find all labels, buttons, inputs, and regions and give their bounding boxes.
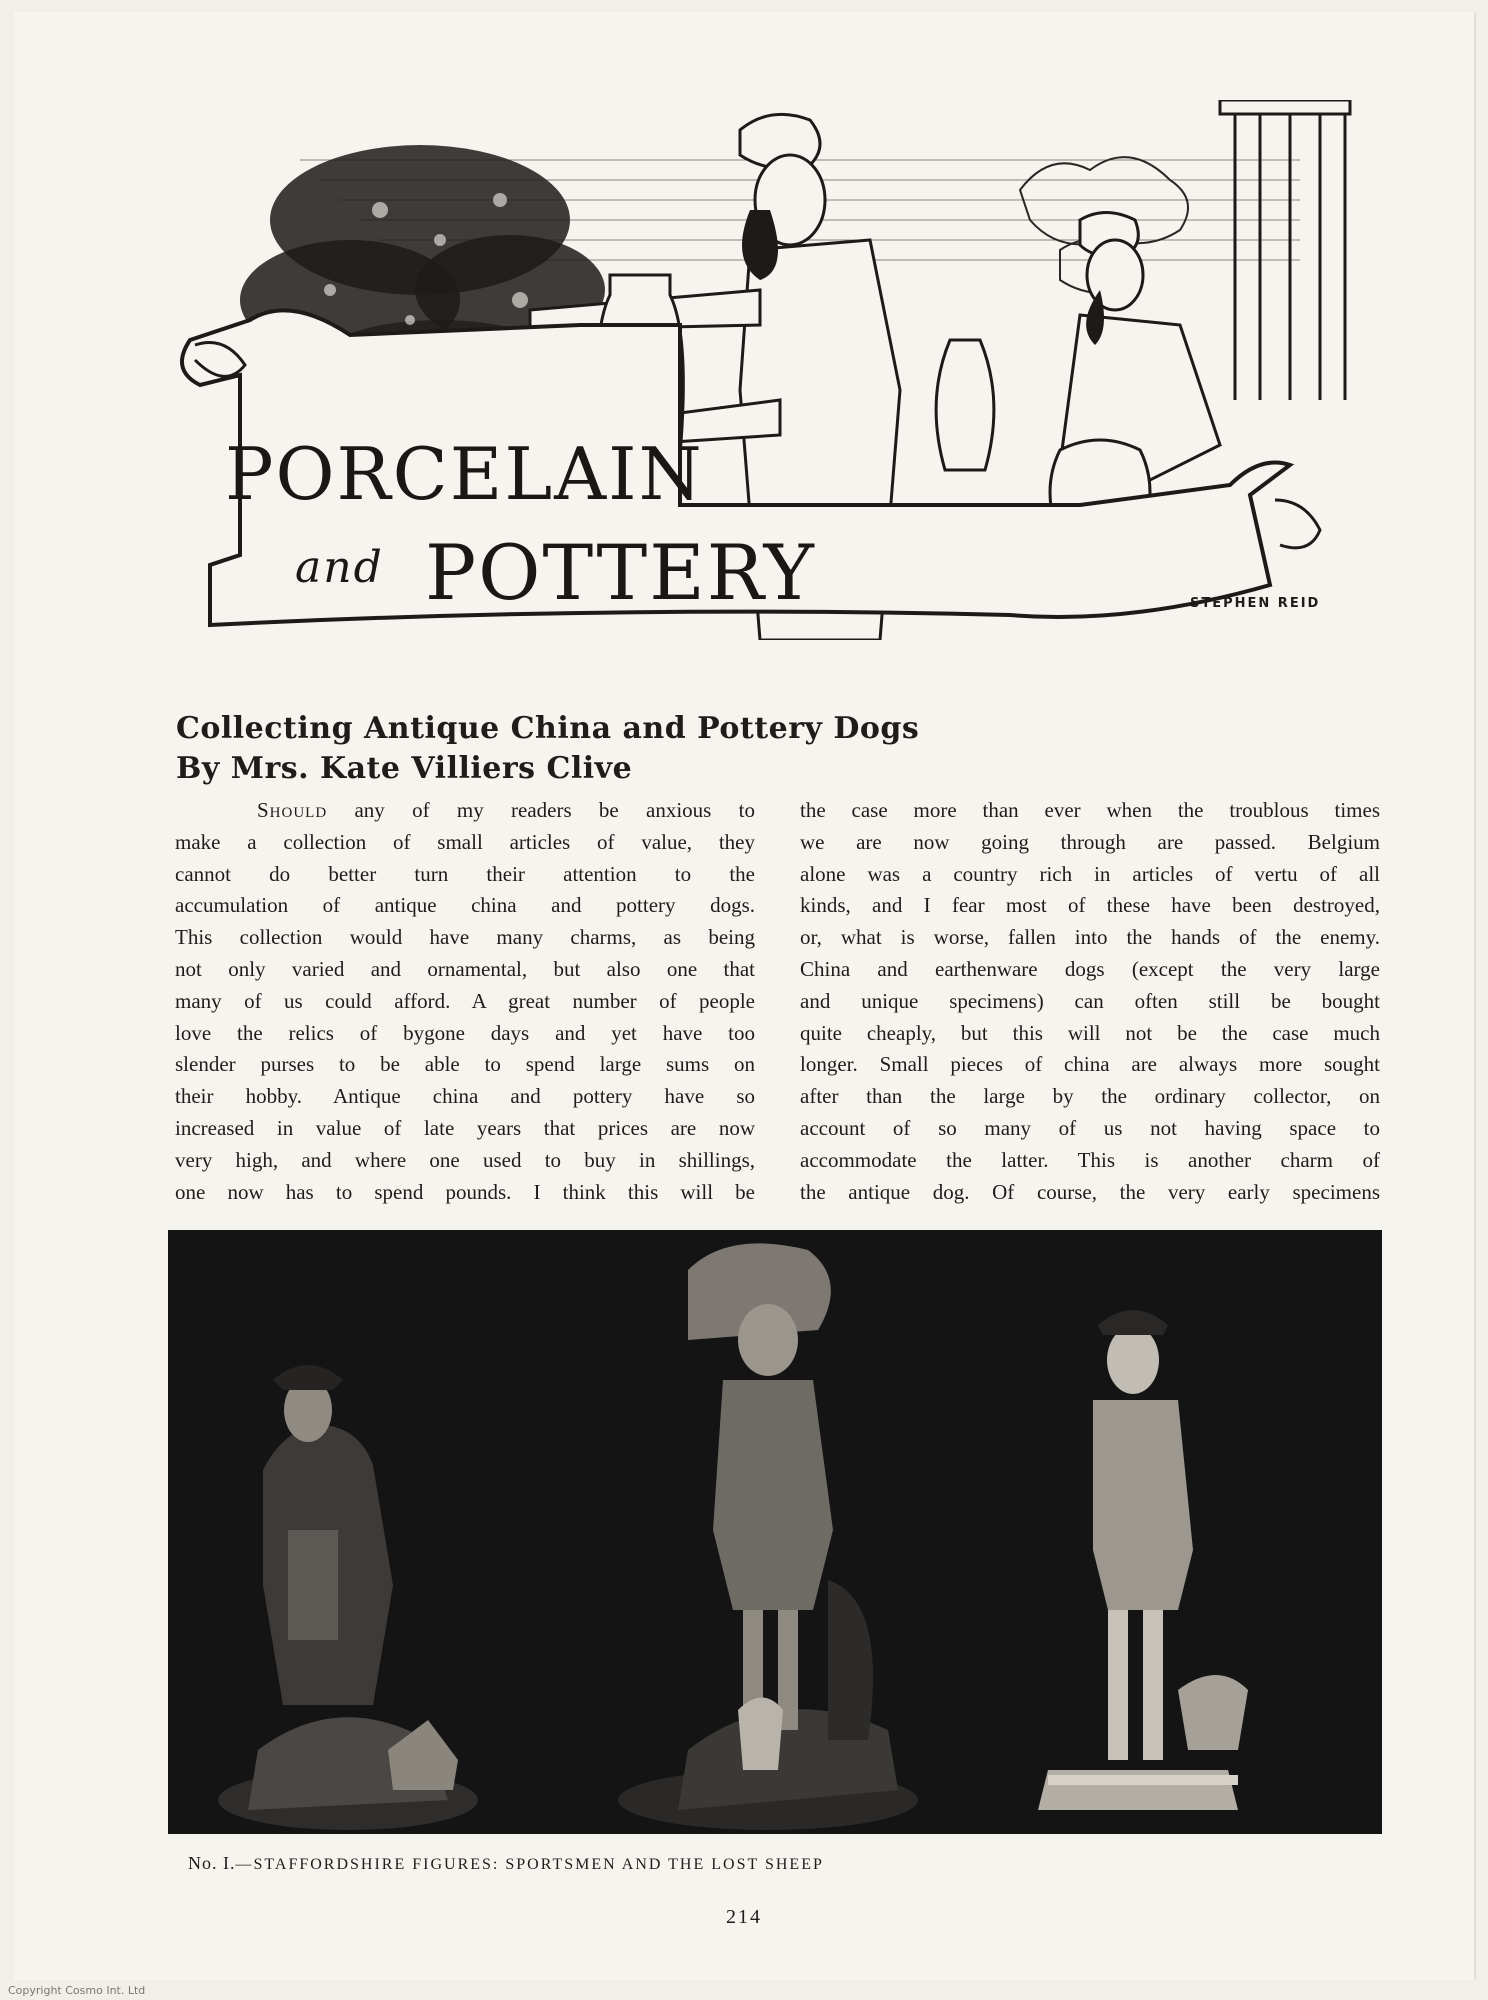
body-line: alone was a country rich in articles of vertu of all bbox=[800, 861, 1380, 886]
body-line: Should any of my readers be anxious to bbox=[257, 798, 755, 822]
body-line: the case more than ever when the troublous times bbox=[800, 798, 1380, 822]
body-line: very high, and where one used to buy in shillings, bbox=[175, 1147, 755, 1172]
body-line: longer. Small pieces of china are always more sought bbox=[800, 1052, 1380, 1077]
header-title-pottery: POTTERY bbox=[425, 528, 816, 617]
article-author: By Mrs. Kate Villiers Clive bbox=[176, 751, 633, 786]
figure-caption-text: —STAFFORDSHIRE FIGURES: SPORTSMEN AND THE LOST SHEEP bbox=[235, 1856, 824, 1873]
body-line: slender purses to be able to spend large sums on bbox=[175, 1052, 755, 1077]
body-line: accumulation of antique china and pottery dogs. bbox=[175, 893, 755, 918]
body-line: kinds, and I fear most of these have been destroyed, bbox=[800, 893, 1380, 918]
header-title-porcelain: PORCELAIN bbox=[225, 432, 704, 516]
body-line: accommodate the latter. This is another charm of bbox=[800, 1147, 1380, 1172]
body-line: increased in value of late years that prices are now bbox=[175, 1115, 755, 1140]
article-body-left-column bbox=[175, 795, 755, 1208]
article-body-right-column bbox=[800, 795, 1380, 1208]
figure-photograph bbox=[168, 1230, 1382, 1834]
copyright-notice: Copyright Cosmo Int. Ltd bbox=[8, 1984, 146, 1997]
body-line: many of us could afford. A great number of people bbox=[175, 988, 755, 1013]
body-line: quite cheaply, but this will not be the case much bbox=[800, 1020, 1380, 1045]
body-line: cannot do better turn their attention to the bbox=[175, 861, 755, 886]
figure-number: No. I. bbox=[188, 1853, 236, 1873]
body-line: their hobby. Antique china and pottery have so bbox=[175, 1084, 755, 1109]
body-line: the antique dog. Of course, the very early specimens bbox=[800, 1179, 1380, 1204]
body-line: This collection would have many charms, as being bbox=[175, 925, 755, 950]
body-line: or, what is worse, fallen into the hands of the enemy. bbox=[800, 925, 1380, 950]
body-line: and unique specimens) can often still be bought bbox=[800, 988, 1380, 1013]
body-line: one now has to spend pounds. I think this will be bbox=[175, 1179, 755, 1204]
artist-signature: STEPHEN REID bbox=[1190, 596, 1321, 611]
page-number: 214 bbox=[726, 1906, 762, 1928]
body-line: we are now going through are passed. Belgium bbox=[800, 829, 1380, 854]
header-title-and: and bbox=[295, 542, 384, 593]
body-line: make a collection of small articles of value, they bbox=[175, 829, 755, 854]
body-line: love the relics of bygone days and yet have too bbox=[175, 1020, 755, 1045]
article-title: Collecting Antique China and Pottery Dogs bbox=[176, 711, 920, 746]
body-line: account of so many of us not having space to bbox=[800, 1115, 1380, 1140]
figure-caption bbox=[188, 1853, 1288, 1874]
body-line: not only varied and ornamental, but also one that bbox=[175, 956, 755, 981]
body-line: after than the large by the ordinary collector, on bbox=[800, 1084, 1380, 1109]
body-line: China and earthenware dogs (except the very large bbox=[800, 956, 1380, 981]
